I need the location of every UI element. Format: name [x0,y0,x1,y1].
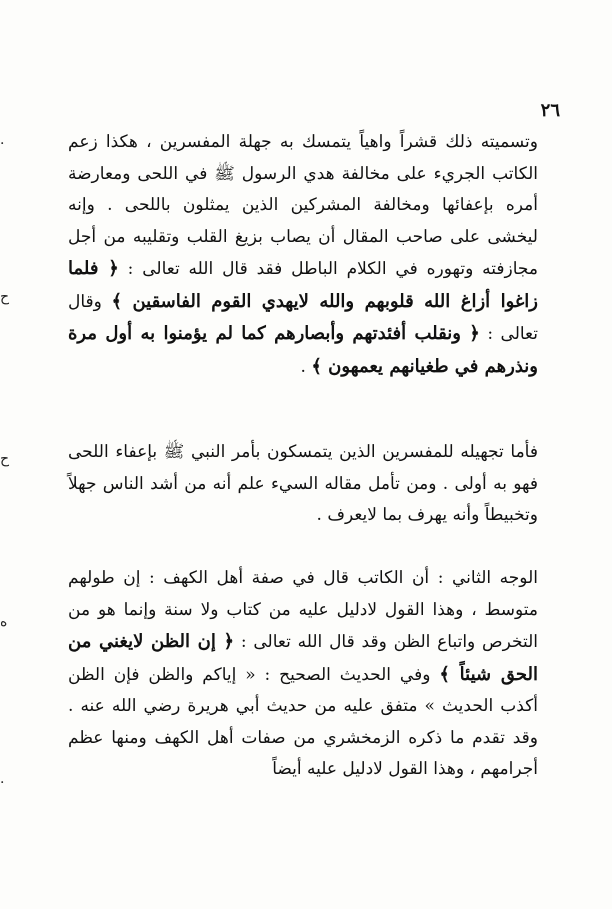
quran-verse: ﴿ فلما زاغوا أزاغ الله قلوبهم والله لايهدي القوم الفاسقين ﴾ [68,258,538,312]
margin-mark: · [0,775,5,791]
margin-mark: ح [0,289,10,305]
paragraph-1 [68,127,538,383]
paragraph-text: وتسميته ذلك قشراً واهياً يتمسك به جهلة المفسرين ، هكذا زعم الكاتب الجريء على مخالفة هدي الرسول ﷺ في اللحى ومعارضة أمره بإعفائها ومخالفة المشركين الذين يمثلون باللحى . وإنه ليخشى على صاحب المقال أن يصاب بزيغ القلب وتقليبه من أجل مجازفته وتهوره في الكلام الباطل فقد قال الله تعالى : [68,132,538,279]
paragraph-text: وقال تعالى : [68,291,538,344]
paragraph-text: وفي الحديث الصحيح : « إياكم والظن فإن الظن أكذب الحديث » متفق عليه من حديث أبي هريرة رضي الله عنه . وقد تقدم ما ذكره الزمخشري من صفات أهل الكهف ومنها عظم أجرامهم ، وهذا القول لادليل عليه أيضاً [68,664,538,779]
quran-verse: ﴿ إن الظن لايغني من الحق شيئاً ﴾ [68,631,538,685]
margin-mark: ه [0,614,8,630]
page-number: ٢٦ [540,100,560,121]
paragraph-text: فأما تجهيله للمفسرين الذين يتمسكون بأمر النبي ﷺ بإعفاء اللحى فهو به أولى . ومن تأمل مقاله السيء علم أنه من أشد الناس جهلاً وتخبيطاً وأنه يهرف بما لايعرف . [68,442,538,525]
margin-mark: · [0,136,5,152]
quran-verse: ﴿ ونقلب أفئدتهم وأبصارهم كما لم يؤمنوا به أول مرة ونذرهم في طغيانهم يعمهون ﴾ [68,323,538,377]
paragraph-3 [68,563,538,786]
margin-mark: ح [0,451,10,467]
paragraph-text: . [300,356,312,377]
paragraph-text: الوجه الثاني : أن الكاتب قال في صفة أهل الكهف : إن طولهم متوسط ، وهذا القول لادليل عليه من كتاب ولا سنة وإنما هو من التخرص واتباع الظن وقد قال الله تعالى : [68,568,538,652]
paragraph-2 [68,437,538,532]
